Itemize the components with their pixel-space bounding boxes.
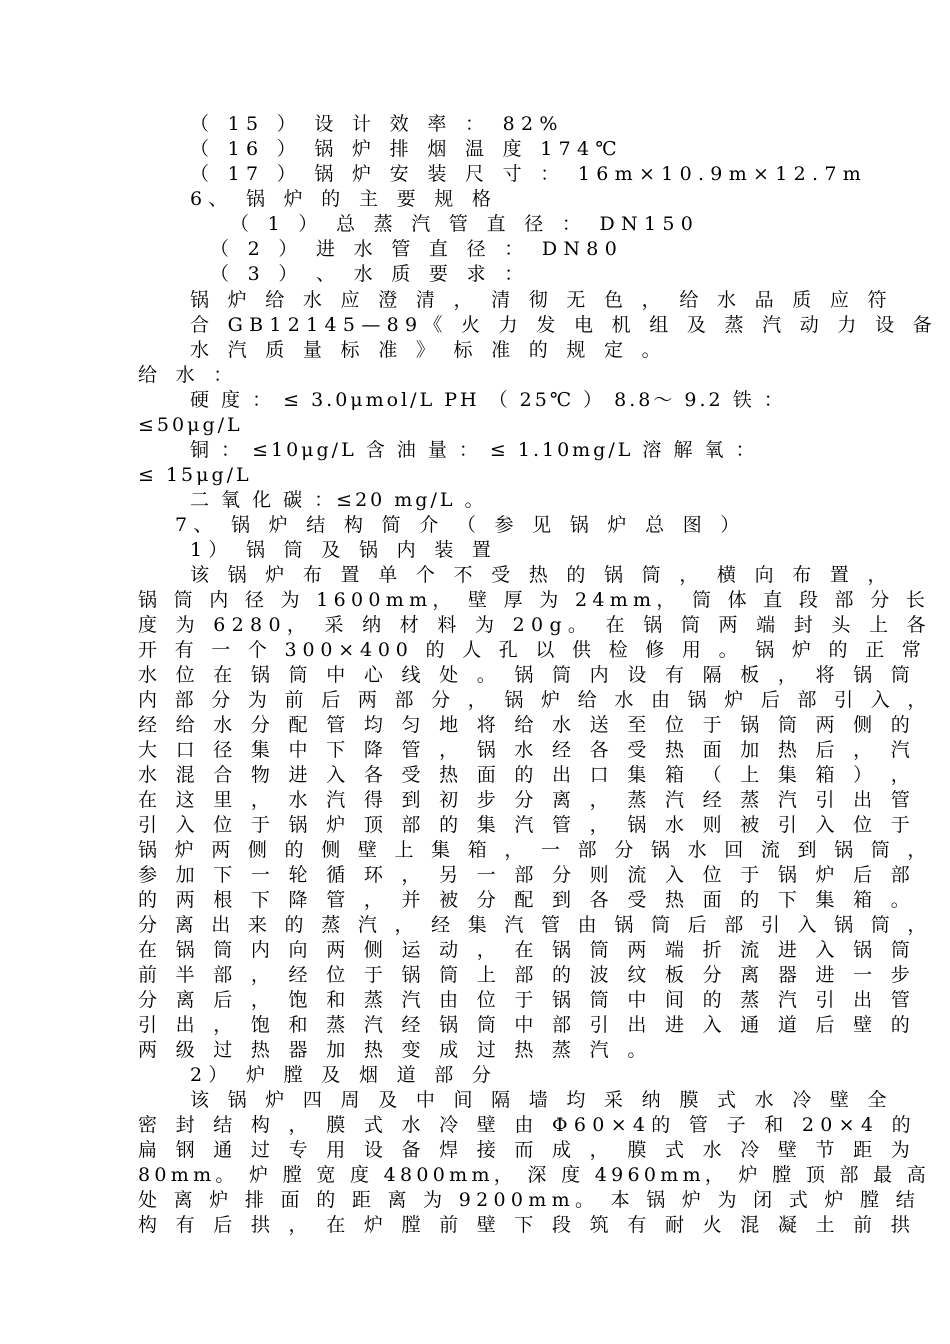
paragraph-line: 锅 炉 两 侧 的 侧 壁 上 集 箱 ， 一 部 分 锅 水 回 流 到 锅 筒 ， — [138, 839, 933, 861]
feedwater-spec-line: 二 氧 化 碳 ：≤20 mg/L 。 — [190, 489, 487, 511]
paragraph-line: 水 位 在 锅 筒 中 心 线 处 。 锅 筒 内 设 有 隔 板 ， 将 锅 筒 — [138, 664, 917, 686]
spec-line-16: （ 16 ） 锅 炉 排 烟 温 度 174℃ — [190, 138, 623, 160]
spec-line-15: （ 15 ） 设 计 效 率 ： 82% — [190, 113, 564, 135]
spec-line-17: （ 17 ） 锅 炉 安 装 尺 寸 ： 16m×10.9m×12.7m — [190, 163, 868, 185]
subsection-heading-1: 1） 锅 筒 及 锅 内 装 置 — [190, 539, 498, 561]
paragraph-line: 80mm。 炉 膛 宽 度 4800mm， 深 度 4960mm， 炉 膛 顶 部 最 高 — [138, 1164, 931, 1186]
paragraph-line: 在 锅 筒 内 向 两 侧 运 动 ， 在 锅 筒 两 端 折 流 进 入 锅 筒 — [138, 939, 917, 961]
subsection-heading-2: 2） 炉 膛 及 烟 道 部 分 — [190, 1064, 498, 1086]
paragraph-line: 构 有 后 拱 ， 在 炉 膛 前 壁 下 段 筑 有 耐 火 混 凝 土 前 拱 — [138, 1214, 917, 1236]
feedwater-spec-line: ≤50μg/L — [138, 414, 243, 436]
paragraph-line: 锅 炉 给 水 应 澄 清 ， 清 彻 无 色 ， 给 水 品 质 应 符 — [190, 289, 893, 311]
paragraph-line: 大 口 径 集 中 下 降 管 ， 锅 水 经 各 受 热 面 加 热 后 ， 汽 — [138, 739, 917, 761]
spec-item-2: （ 2 ） 进 水 管 直 径 ： DN80 — [210, 238, 624, 260]
paragraph-line: 内 部 分 为 前 后 两 部 分 ， 锅 炉 给 水 由 锅 炉 后 部 引 入 ， — [138, 689, 933, 711]
spec-item-3: （ 3 ） 、 水 质 要 求 ： — [210, 263, 530, 285]
paragraph-line: 密 封 结 构 ， 膜 式 水 冷 壁 由 Φ60×4的 管 子 和 20×4 的 — [138, 1114, 917, 1136]
paragraph-line: 分 离 出 来 的 蒸 汽 ， 经 集 汽 管 由 锅 筒 后 部 引 入 锅 筒 ， — [138, 914, 933, 936]
paragraph-line: 分 离 后 ， 饱 和 蒸 汽 由 位 于 锅 筒 中 间 的 蒸 汽 引 出 管 — [138, 989, 917, 1011]
paragraph-line: 引 出 ， 饱 和 蒸 汽 经 锅 筒 中 部 引 出 进 入 通 道 后 壁 的 — [138, 1014, 917, 1036]
paragraph-line: 锅 筒 内 径 为 1600mm， 壁 厚 为 24mm， 筒 体 直 段 部 分 长 — [138, 589, 931, 611]
paragraph-line: 参 加 下 一 轮 循 环 ， 另 一 部 分 则 流 入 位 于 锅 炉 后 部 — [138, 864, 917, 886]
feedwater-spec-line: ≤ 15μg/L — [138, 464, 252, 486]
paragraph-line: 该 锅 炉 布 置 单 个 不 受 热 的 锅 筒 ， 横 向 布 置 ， — [190, 564, 893, 586]
paragraph-line: 在 这 里 ， 水 汽 得 到 初 步 分 离 ， 蒸 汽 经 蒸 汽 引 出 管 — [138, 789, 917, 811]
paragraph-line: 开 有 一 个 300×400 的 人 孔 以 供 检 修 用 。 锅 炉 的 正 常 — [138, 639, 927, 661]
feedwater-spec-line: 铜 ： ≤10μg/L 含 油 量 ： ≤ 1.10mg/L 溶 解 氧 ： — [190, 439, 758, 461]
section-heading-6: 6、 锅 炉 的 主 要 规 格 — [190, 188, 498, 210]
section-heading-7: 7、 锅 炉 结 构 简 介 （ 参 见 锅 炉 总 图 ） — [175, 514, 746, 536]
paragraph-line: 扁 钢 通 过 专 用 设 备 焊 接 而 成 ， 膜 式 水 冷 壁 节 距 为 — [138, 1139, 917, 1161]
paragraph-line: 水 混 合 物 进 入 各 受 热 面 的 出 口 集 箱 （ 上 集 箱 ） ， — [138, 764, 917, 786]
paragraph-line: 合 GB12145—89《 火 力 发 电 机 组 及 蒸 汽 动 力 设 备 — [190, 314, 939, 336]
paragraph-line: 该 锅 炉 四 周 及 中 间 隔 墙 均 采 纳 膜 式 水 冷 壁 全 — [190, 1089, 893, 1111]
paragraph-line: 两 级 过 热 器 加 热 变 成 过 热 蒸 汽 。 — [138, 1039, 653, 1061]
feedwater-spec-line: 硬 度 ： ≤ 3.0μmol/L PH （ 25℃ ） 8.8～ 9.2 铁 ： — [190, 389, 786, 411]
spec-item-1: （ 1 ） 总 蒸 汽 管 直 径 ： DN150 — [230, 213, 700, 235]
paragraph-line: 引 入 位 于 锅 炉 顶 部 的 集 汽 管 ， 锅 水 则 被 引 入 位 于 — [138, 814, 917, 836]
paragraph-line: 度 为 6280， 采 纳 材 料 为 20g。 在 锅 筒 两 端 封 头 上 各 — [138, 614, 932, 636]
paragraph-line: 经 给 水 分 配 管 均 匀 地 将 给 水 送 至 位 于 锅 筒 两 侧 的 — [138, 714, 917, 736]
paragraph-line: 前 半 部 ， 经 位 于 锅 筒 上 部 的 波 纹 板 分 离 器 进 一 步 — [138, 964, 917, 986]
paragraph-line: 水 汽 质 量 标 准 》 标 准 的 规 定 。 — [190, 339, 667, 361]
paragraph-line: 处 离 炉 排 面 的 距 离 为 9200mm。 本 锅 炉 为 闭 式 炉 膛 结 — [138, 1189, 920, 1211]
feedwater-heading: 给 水 ： — [138, 364, 239, 386]
paragraph-line: 的 两 根 下 降 管 ， 并 被 分 配 到 各 受 热 面 的 下 集 箱 。 — [138, 889, 917, 911]
